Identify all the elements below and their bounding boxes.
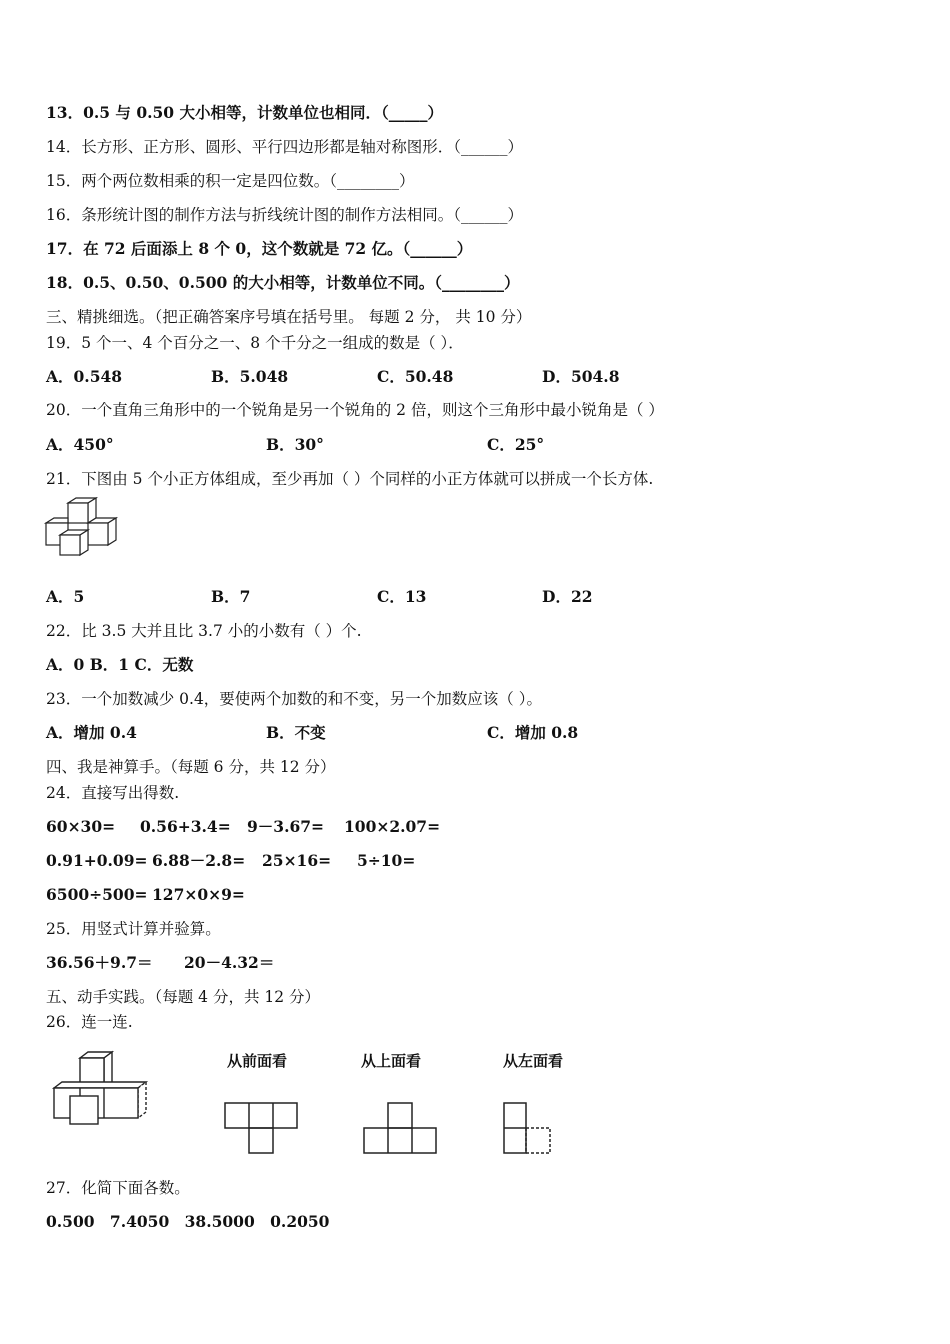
calc-item: 6.88－2.8= bbox=[152, 851, 246, 870]
q20-option-b: B．30° bbox=[266, 435, 324, 454]
question-14: 14．长方形、正方形、圆形、平行四边形都是轴对称图形．（______） bbox=[46, 138, 523, 156]
view-shape-front bbox=[222, 1100, 302, 1156]
q20-option-a: A．450° bbox=[46, 435, 114, 454]
q23-option-b: B．不变 bbox=[266, 723, 326, 742]
calc-item: 60×30= bbox=[46, 817, 116, 836]
q21-option-d: D．22 bbox=[542, 587, 593, 606]
question-15: 15．两个两位数相乘的积一定是四位数。（________） bbox=[46, 172, 415, 190]
q19-option-c: C．50.48 bbox=[377, 367, 454, 386]
question-25: 25．用竖式计算并验算。 bbox=[46, 920, 221, 938]
q21-option-b: B．7 bbox=[211, 587, 251, 606]
q19-option-b: B．5.048 bbox=[211, 367, 289, 386]
calc-item: 6500÷500= bbox=[46, 885, 148, 904]
view-shape-left bbox=[500, 1100, 560, 1156]
question-23: 23．一个加数减少 0.4，要使两个加数的和不变，另一个加数应该（ ）。 bbox=[46, 690, 542, 708]
q19-option-a: A．0.548 bbox=[46, 367, 123, 386]
question-20: 20．一个直角三角形中的一个锐角是另一个锐角的 2 倍，则这个三角形中最小锐角是（ ） bbox=[46, 401, 664, 419]
calc-item: 100×2.07= bbox=[344, 817, 441, 836]
q21-option-a: A．5 bbox=[46, 587, 85, 606]
calc-item: 0.56+3.4= bbox=[140, 817, 231, 836]
q27-numbers: 0.500 7.4050 38.5000 0.2050 bbox=[46, 1212, 330, 1231]
q19-option-d: D．504.8 bbox=[542, 367, 620, 386]
section-4-heading: 四、我是神算手。（每题 6 分，共 12 分） bbox=[46, 758, 336, 776]
q20-option-c: C．25° bbox=[487, 435, 545, 454]
view-label-front: 从前面看 bbox=[227, 1052, 288, 1070]
cubes-figure bbox=[44, 497, 122, 559]
solid-figure bbox=[48, 1050, 154, 1130]
question-17: 17．在 72 后面添上 8 个 0，这个数就是 72 亿。（______） bbox=[46, 239, 473, 258]
section-3-heading: 三、精挑细选。（把正确答案序号填在括号里。 每题 2 分， 共 10 分） bbox=[46, 308, 532, 326]
question-26: 26．连一连. bbox=[46, 1013, 133, 1031]
question-21: 21．下图由 5 个小正方体组成，至少再加（ ）个同样的小正方体就可以拼成一个长方体. bbox=[46, 470, 654, 488]
question-13: 13．0.5 与 0.50 大小相等，计数单位也相同．（_____） bbox=[46, 103, 443, 122]
question-16: 16．条形统计图的制作方法与折线统计图的制作方法相同。（______） bbox=[46, 206, 523, 224]
view-shape-top bbox=[361, 1100, 441, 1156]
calc-item: 5÷10= bbox=[357, 851, 416, 870]
calc-item: 127×0×9= bbox=[152, 885, 245, 904]
calc-item: 0.91+0.09= bbox=[46, 851, 148, 870]
q22-options: A．0 B．1 C．无数 bbox=[46, 655, 194, 674]
view-label-top: 从上面看 bbox=[361, 1052, 422, 1070]
section-5-heading: 五、动手实践。（每题 4 分，共 12 分） bbox=[46, 988, 321, 1006]
vertical-calc-item: 20－4.32＝ bbox=[184, 953, 275, 972]
calc-item: 9－3.67= bbox=[247, 817, 325, 836]
question-19: 19．5 个一、4 个百分之一、8 个千分之一组成的数是（ ）． bbox=[46, 334, 464, 352]
question-22: 22．比 3.5 大并且比 3.7 小的小数有（ ）个. bbox=[46, 622, 362, 640]
q21-option-c: C．13 bbox=[377, 587, 427, 606]
calc-item: 25×16= bbox=[262, 851, 332, 870]
q23-option-c: C．增加 0.8 bbox=[487, 723, 579, 742]
question-18: 18．0.5、0.50、0.500 的大小相等，计数单位不同。（________） bbox=[46, 273, 520, 292]
q23-option-a: A．增加 0.4 bbox=[46, 723, 137, 742]
view-label-left: 从左面看 bbox=[503, 1052, 564, 1070]
vertical-calc-item: 36.56＋9.7＝ bbox=[46, 953, 153, 972]
question-24: 24．直接写出得数. bbox=[46, 784, 180, 802]
question-27: 27．化简下面各数。 bbox=[46, 1179, 190, 1197]
